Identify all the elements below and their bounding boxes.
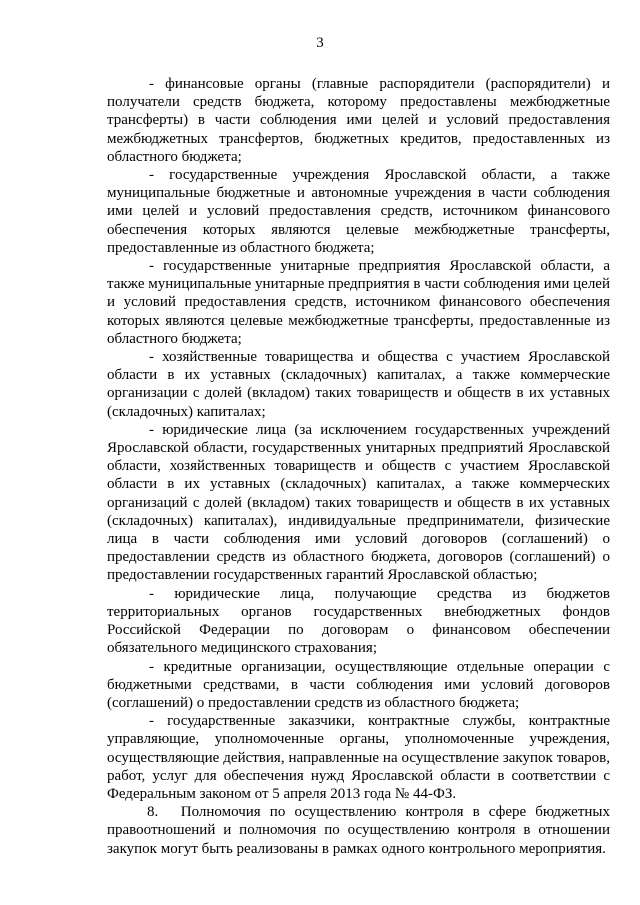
list-item-financial-bodies: - финансовые органы (главные распорядители (распорядители) и получатели средств бюджета, которому предоставлены межбюджетные трансферты) в части соблюдения ими целей и условий предоставления межбюджетных трансфертов, бюджетных кредитов, предоставленных из областного бюджета; xyxy=(107,76,610,165)
list-item-credit-organizations: - кредитные организации, осуществляющие отдельные операции с бюджетными средствами, в части соблюдения ими условий договоров (соглашений) о предоставлении средств из областного бюджета; xyxy=(107,658,610,711)
page-number: 3 xyxy=(316,35,324,51)
list-item-state-customers: - государственные заказчики, контрактные службы, контрактные управляющие, уполномоченные органы, уполномоченные учреждения, осуществляющие действия, направленные на осуществление закупок товаров, работ, услуг для обеспечения нужд Ярославской области в соответствии с Федеральным законом от 5 апреля 2013 года № 44-ФЗ. xyxy=(107,713,610,802)
numbered-clause-8: 8. Полномочия по осуществлению контроля в сфере бюджетных правоотношений и полномочия по осуществлению контроля в отношении закупок могут быть реализованы в рамках одного контрольного мероприятия. xyxy=(107,804,610,857)
list-item-state-institutions: - государственные учреждения Ярославской области, а также муниципальные бюджетные и автономные учреждения в части соблюдения ими целей и условий предоставления средств, источником финансового обеспечения которых являются целевые межбюджетные трансферты, предоставленные из областного бюджета; xyxy=(107,167,610,256)
list-item-unitary-enterprises: - государственные унитарные предприятия Ярославской области, а также муниципальные унитарные предприятия в части соблюдения ими целей и условий предоставления средств, источником финансового обеспечения которых являются целевые межбюджетные трансферты, предоставленные из областного бюджета; xyxy=(107,258,610,347)
list-item-business-partnerships: - хозяйственные товарищества и общества с участием Ярославской области в их уставных (складочных) капиталах, а также коммерческие организации с долей (вкладом) таких товариществ и обществ в их уставных (складочных) капиталах; xyxy=(107,349,610,420)
document-body xyxy=(107,75,610,858)
list-item-legal-entities-funds: - юридические лица, получающие средства из бюджетов территориальных органов государственных внебюджетных фондов Российской Федерации по договорам о финансовом обеспечении обязательного медицинского страхования; xyxy=(107,585,610,657)
list-item-legal-entities: - юридические лица (за исключением государственных учреждений Ярославской области, государственных унитарных предприятий Ярославской области, хозяйственных товариществ и обществ с участием Ярославской области в их уставных (складочных) капиталах, а также коммерческих организаций с долей (вкладом) таких товариществ и обществ в их уставных (складочных) капиталах), индивидуальные предприниматели, физические лица в части соблюдения ими условий договоров (соглашений) о предоставлении средств из областного бюджета, договоров (соглашений) о предоставлении государственных гарантий Ярославской областью; xyxy=(107,421,610,584)
